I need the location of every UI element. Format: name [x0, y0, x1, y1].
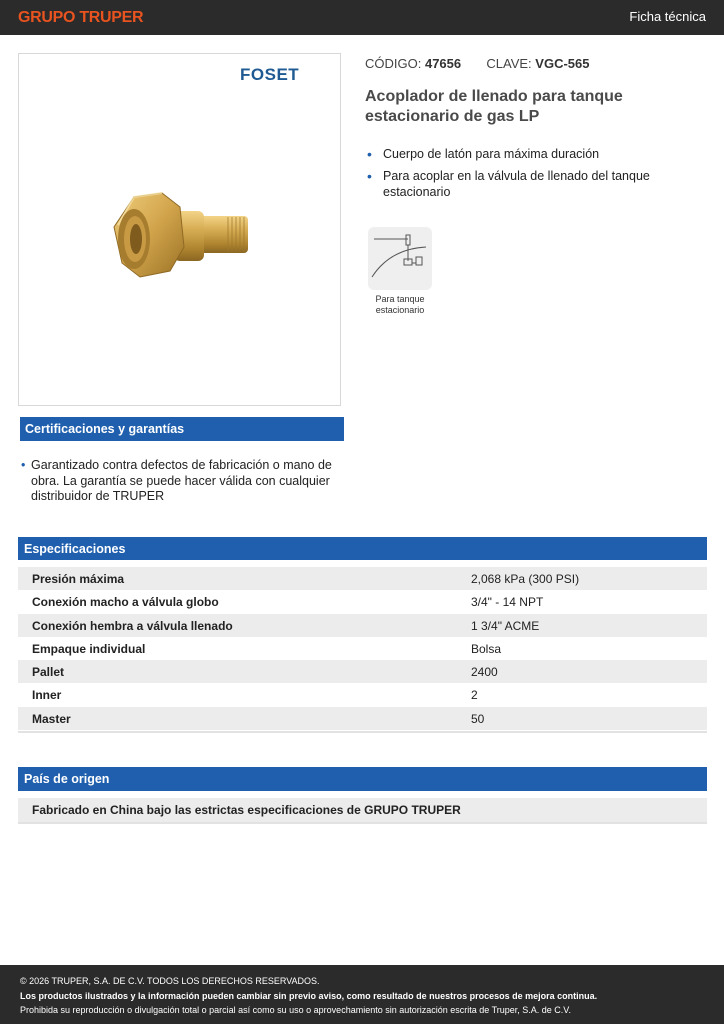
spec-row	[18, 590, 707, 613]
copyright-text: © 2026 TRUPER, S.A. DE C.V. TODOS LOS DERECHOS RESERVADOS.	[20, 976, 320, 986]
spec-row	[18, 707, 707, 730]
brand-logo: FOSET	[240, 65, 300, 84]
spec-row	[18, 614, 707, 637]
spec-label: Empaque individual	[32, 641, 146, 656]
spec-row	[18, 567, 707, 590]
notice-text: Los productos ilustrados y la información pueden cambiar sin previo aviso, como resultado de nuestros procesos de mejora continua.	[20, 990, 598, 1001]
warranty-text	[20, 458, 340, 505]
spec-label: Presión máxima	[32, 572, 125, 586]
stationary-tank-icon	[368, 227, 432, 290]
origin-text: Fabricado en China bajo las estrictas especificaciones de GRUPO TRUPER	[18, 798, 707, 822]
page-footer	[0, 965, 724, 1024]
origin-header: País de origen	[18, 767, 707, 791]
specifications-table	[18, 567, 707, 730]
usage-caption: Para tanque estacionario	[375, 294, 425, 315]
product-title: Acoplador de llenado para tanque estacionario de gas LP	[365, 88, 623, 125]
certifications-header: Certificaciones y garantías	[20, 417, 344, 441]
product-key: VGC-565	[535, 56, 590, 71]
product-photo-frame	[18, 53, 341, 406]
spec-label: Conexión macho a válvula globo	[32, 595, 219, 610]
feature-list	[365, 146, 695, 206]
spec-value: 50	[471, 711, 485, 726]
spec-row	[18, 637, 707, 660]
spec-label: Master	[32, 711, 71, 726]
specifications-header: Especificaciones	[18, 537, 707, 560]
spec-value: 2,068 kPa (300 PSI)	[471, 572, 580, 586]
spec-value: 3/4" - 14 NPT	[471, 595, 544, 610]
spec-label: Pallet	[32, 665, 65, 680]
top-bar	[0, 0, 724, 35]
bullet: •	[21, 458, 26, 472]
spec-row	[18, 660, 707, 683]
table-divider	[18, 731, 707, 733]
spec-value: 2	[471, 688, 478, 703]
code-label: CÓDIGO:	[365, 56, 422, 71]
product-code-line	[365, 56, 589, 71]
key-label: CLAVE:	[486, 56, 532, 71]
feature-item: • Para acoplar en la válvula de llenado del tanque estacionario	[365, 168, 695, 200]
warranty-statement: Garantizado contra defectos de fabricación o mano de obra. La garantía se puede hacer válida con cualquier distribuidor de TRUPER	[31, 458, 332, 503]
spec-value: 1 3/4" ACME	[471, 618, 540, 633]
spec-value: 2400	[471, 665, 498, 680]
truper-logo: GRUPO TRUPER	[18, 9, 144, 26]
spec-value: Bolsa	[471, 641, 502, 656]
spec-row	[18, 683, 707, 706]
spec-label: Inner	[32, 688, 62, 703]
spec-label: Conexión hembra a válvula llenado	[32, 618, 233, 633]
feature-item: • Cuerpo de latón para máxima duración	[365, 146, 695, 162]
table-divider	[18, 822, 707, 824]
document-type: Ficha técnica	[629, 9, 706, 24]
product-code: 47656	[424, 56, 462, 71]
brass-coupler-image	[104, 189, 254, 319]
prohibition-text: Prohibida su reproducción o divulgación total o parcial así como su uso o aprovechamiento sin autorización escrita de Truper, S.A. de C.V.	[20, 1005, 571, 1015]
